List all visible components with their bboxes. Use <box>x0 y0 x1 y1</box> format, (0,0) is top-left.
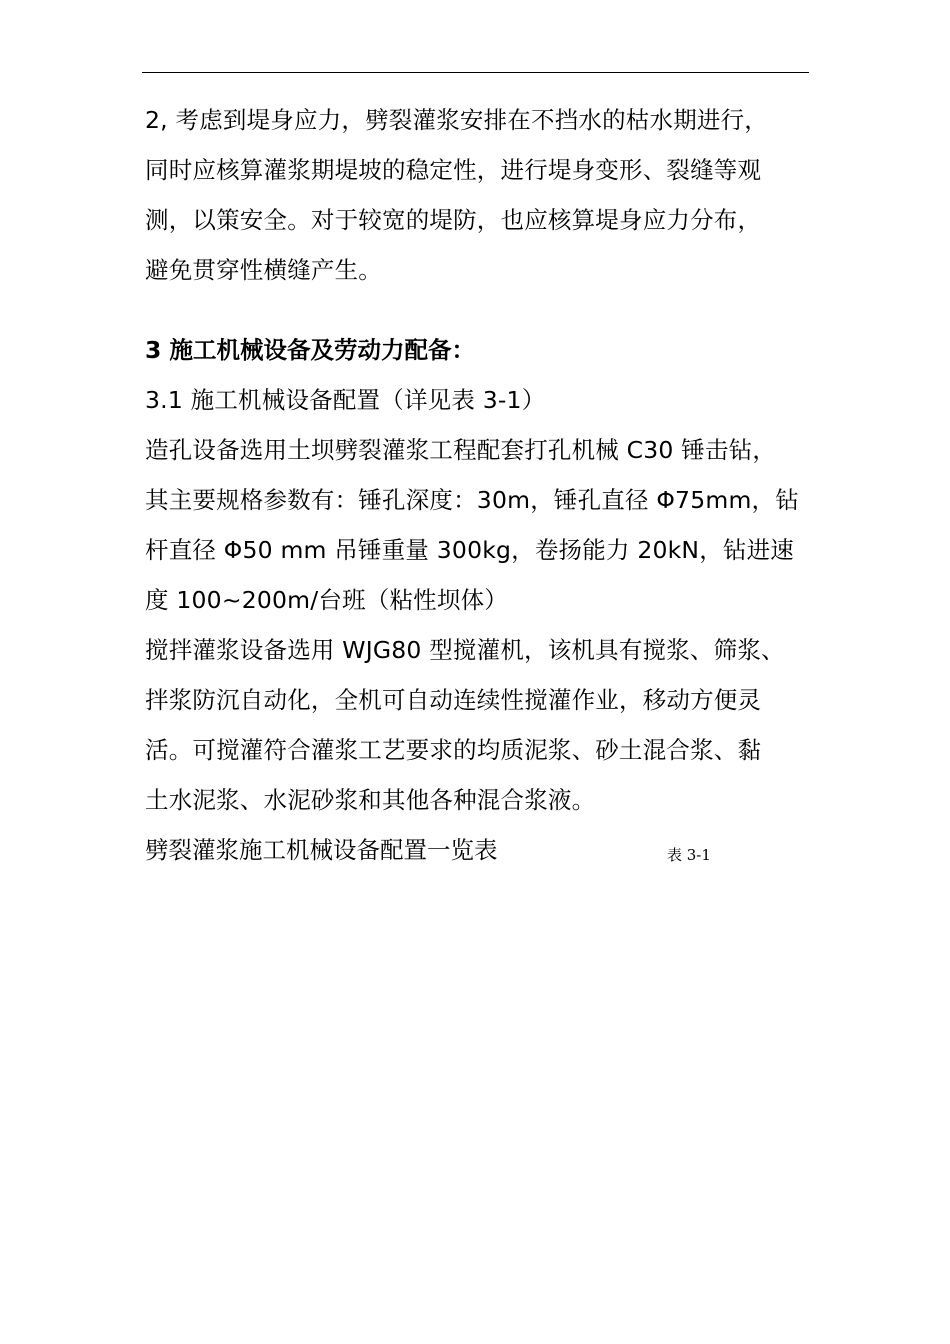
paragraph-line: 造孔设备选用土坝劈裂灌浆工程配套打孔机械 C30 锤击钻， <box>145 436 777 464</box>
paragraph-line: 活。可搅灌符合灌浆工艺要求的均质泥浆、砂土混合浆、黏 <box>145 736 762 764</box>
paragraph-line: 搅拌灌浆设备选用 WJG80 型搅灌机，该机具有搅浆、筛浆、 <box>145 636 785 664</box>
paragraph-line: 同时应核算灌浆期堤坡的稳定性，进行堤身变形、裂缝等观 <box>145 156 762 184</box>
paragraph-stress-considerations <box>145 95 810 295</box>
header-rule <box>142 72 809 73</box>
document-body <box>145 95 810 875</box>
table-caption: 劈裂灌浆施工机械设备配置一览表 <box>145 836 498 864</box>
table-caption-row <box>145 825 810 875</box>
paragraph-line: 土水泥浆、水泥砂浆和其他各种混合浆液。 <box>145 786 596 814</box>
paragraph-line: 2, 考虑到堤身应力，劈裂灌浆安排在不挡水的枯水期进行， <box>145 106 768 134</box>
paragraph-line: 测，以策安全。对于较宽的堤防，也应核算堤身应力分布， <box>145 206 762 234</box>
paragraph-line: 杆直径 Φ50 mm 吊锤重量 300kg，卷扬能力 20kN，钻进速 <box>145 536 795 564</box>
paragraph-line: 拌浆防沉自动化，全机可自动连续性搅灌作业，移动方便灵 <box>145 686 762 714</box>
subsection-heading-text: 3.1 施工机械设备配置（详见表 3-1） <box>145 386 546 414</box>
table-number: 表 3-1 <box>667 846 711 864</box>
paragraph-mixing-equipment <box>145 625 810 825</box>
subsection-heading <box>145 375 810 425</box>
paragraph-line: 度 100~200m/台班（粘性坝体） <box>145 586 508 614</box>
paragraph-drilling-equipment <box>145 425 810 625</box>
paragraph-line: 其主要规格参数有：锤孔深度：30m，锤孔直径 Φ75mm，钻 <box>145 486 799 514</box>
paragraph-line: 避免贯穿性横缝产生。 <box>145 256 382 284</box>
section-heading: 3 施工机械设备及劳动力配备： <box>145 336 476 364</box>
